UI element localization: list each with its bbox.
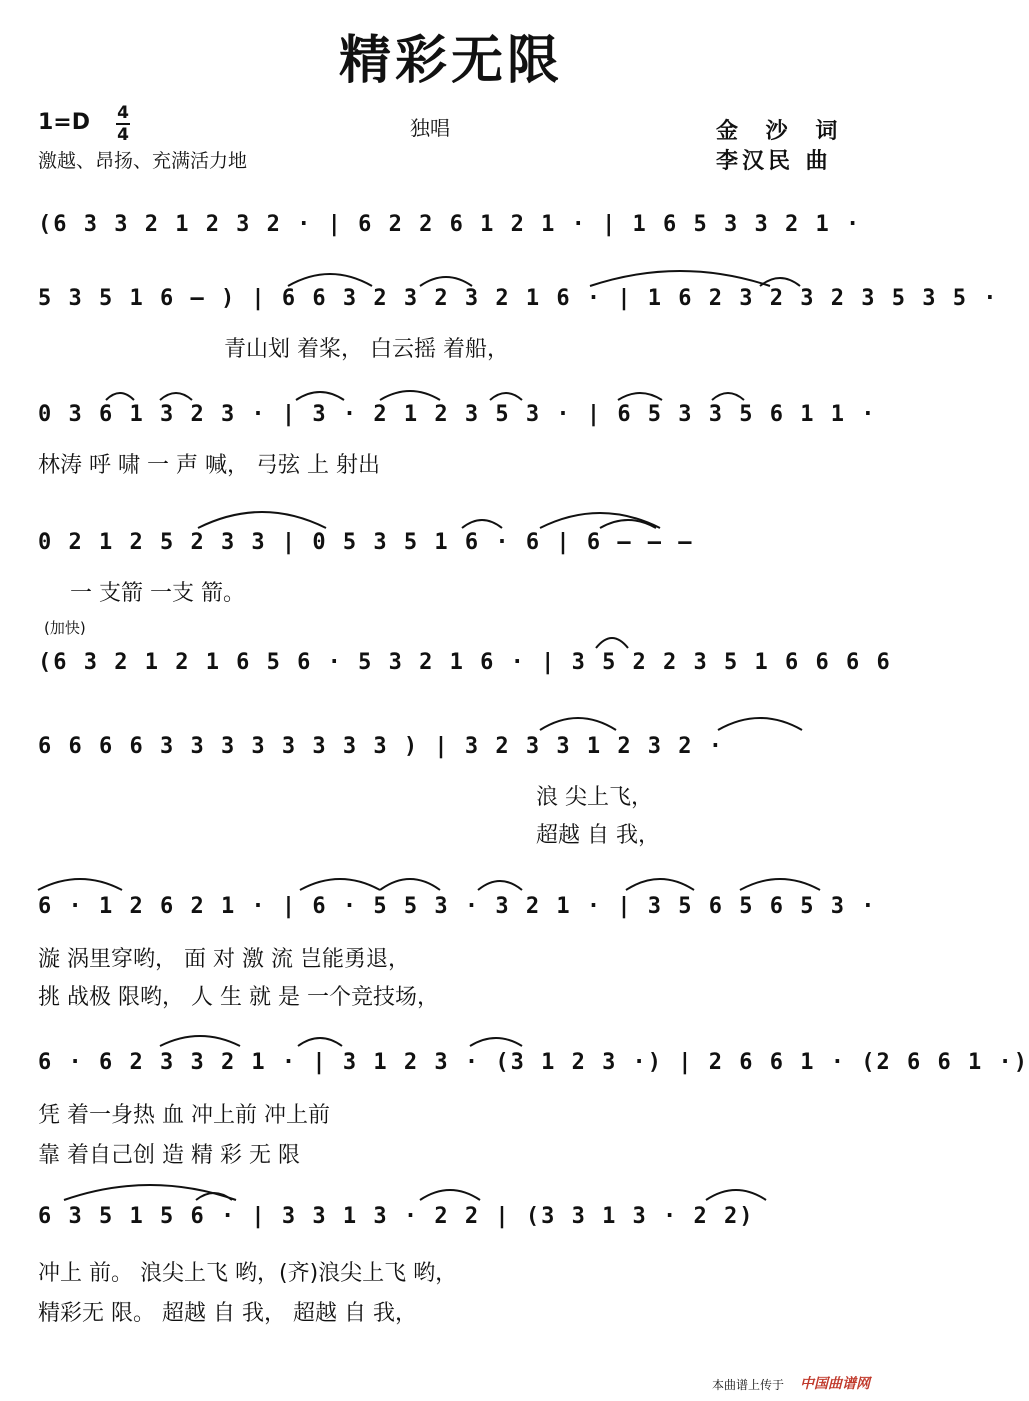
system-2-lyric-1: 青山划 着桨， 白云摇 着船， (224, 337, 509, 362)
tempo-mark: (加快) (44, 619, 86, 637)
system-9-lyric-1: 冲上 前。 浪尖上飞 哟，(齐)浪尖上飞 哟， (38, 1261, 458, 1286)
expression-mark: 激越、昂扬、充满活力地 (38, 150, 248, 172)
system-3-lyric-1: 林涛 呼 啸 一 声 喊， 弓弦 上 射出 (38, 453, 380, 478)
site-logo: 中国曲谱网 (800, 1376, 870, 1392)
performance-mode: 独唱 (410, 116, 450, 140)
system-8-lyric-1: 凭 着一身热 血 冲上前 冲上前 (38, 1103, 330, 1128)
system-7-lyric-1: 漩 涡里穿哟， 面 对 激 流 岂能勇退， (38, 947, 410, 972)
system-6-notes: 6 6 6 6 3 3 3 3 3 3 3 3 ) | 3 2 3 3 1 2 3 2 · (38, 734, 725, 759)
system-7-notes: 6 · 1 2 6 2 1 · | 6 · 5 5 3 · 3 2 1 · | 3 5 6 5 6 5 3 · (38, 894, 877, 919)
lyricist-credit: 金 沙 词 (716, 119, 848, 144)
system-6-lyric-1: 浪 尖上飞， (536, 785, 653, 810)
system-8-lyric-2: 靠 着自己创 造 精 彩 无 限 (38, 1143, 300, 1168)
system-9-notes: 6 3 5 1 5 6 · | 3 3 1 3 · 2 2 | (3 3 1 3 · 2 2) (38, 1204, 755, 1229)
system-2-notes: 5 3 5 1 6 – ) | 6 6 3 2 3 2 3 2 1 6 · | 1 6 2 3 2 3 2 3 5 3 5 · (38, 286, 999, 311)
system-7-lyric-2: 挑 战极 限哟， 人 生 就 是 一个竞技场， (38, 985, 439, 1010)
system-1-notes: (6 3 3 2 1 2 3 2 · | 6 2 2 6 1 2 1 · | 1 6 5 3 3 2 1 · (38, 212, 862, 237)
system-3-notes: 0 3 6 1 3 2 3 · | 3 · 2 1 2 3 5 3 · | 6 5 3 3 5 6 1 1 · (38, 402, 877, 427)
key-signature: 1=D (38, 110, 91, 135)
upload-note: 本曲谱上传于 (712, 1378, 785, 1392)
system-9-lyric-2: 精彩无 限。 超越 自 我， 超越 自 我， (38, 1301, 417, 1326)
system-6-lyric-2: 超越 自 我， (536, 823, 660, 848)
system-5-notes: (6 3 2 1 2 1 6 5 6 · 5 3 2 1 6 · | 3 5 2 2 3 5 1 6 6 6 6 (38, 650, 892, 675)
time-signature-bottom: 4 (117, 125, 129, 145)
composer-credit: 李汉民 曲 (716, 149, 832, 174)
time-signature-top: 4 (117, 103, 129, 123)
page-title: 精彩无限 (338, 31, 563, 91)
system-4-lyric-1: 一 支箭 一支 箭。 (70, 581, 245, 606)
system-8-notes: 6 · 6 2 3 3 2 1 · | 3 1 2 3 · (3 1 2 3 ·) | 2 6 6 1 · (2 6 6 1 ·) (38, 1050, 1029, 1075)
system-4-notes: 0 2 1 2 5 2 3 3 | 0 5 3 5 1 6 · 6 | 6 – – – (38, 530, 694, 555)
